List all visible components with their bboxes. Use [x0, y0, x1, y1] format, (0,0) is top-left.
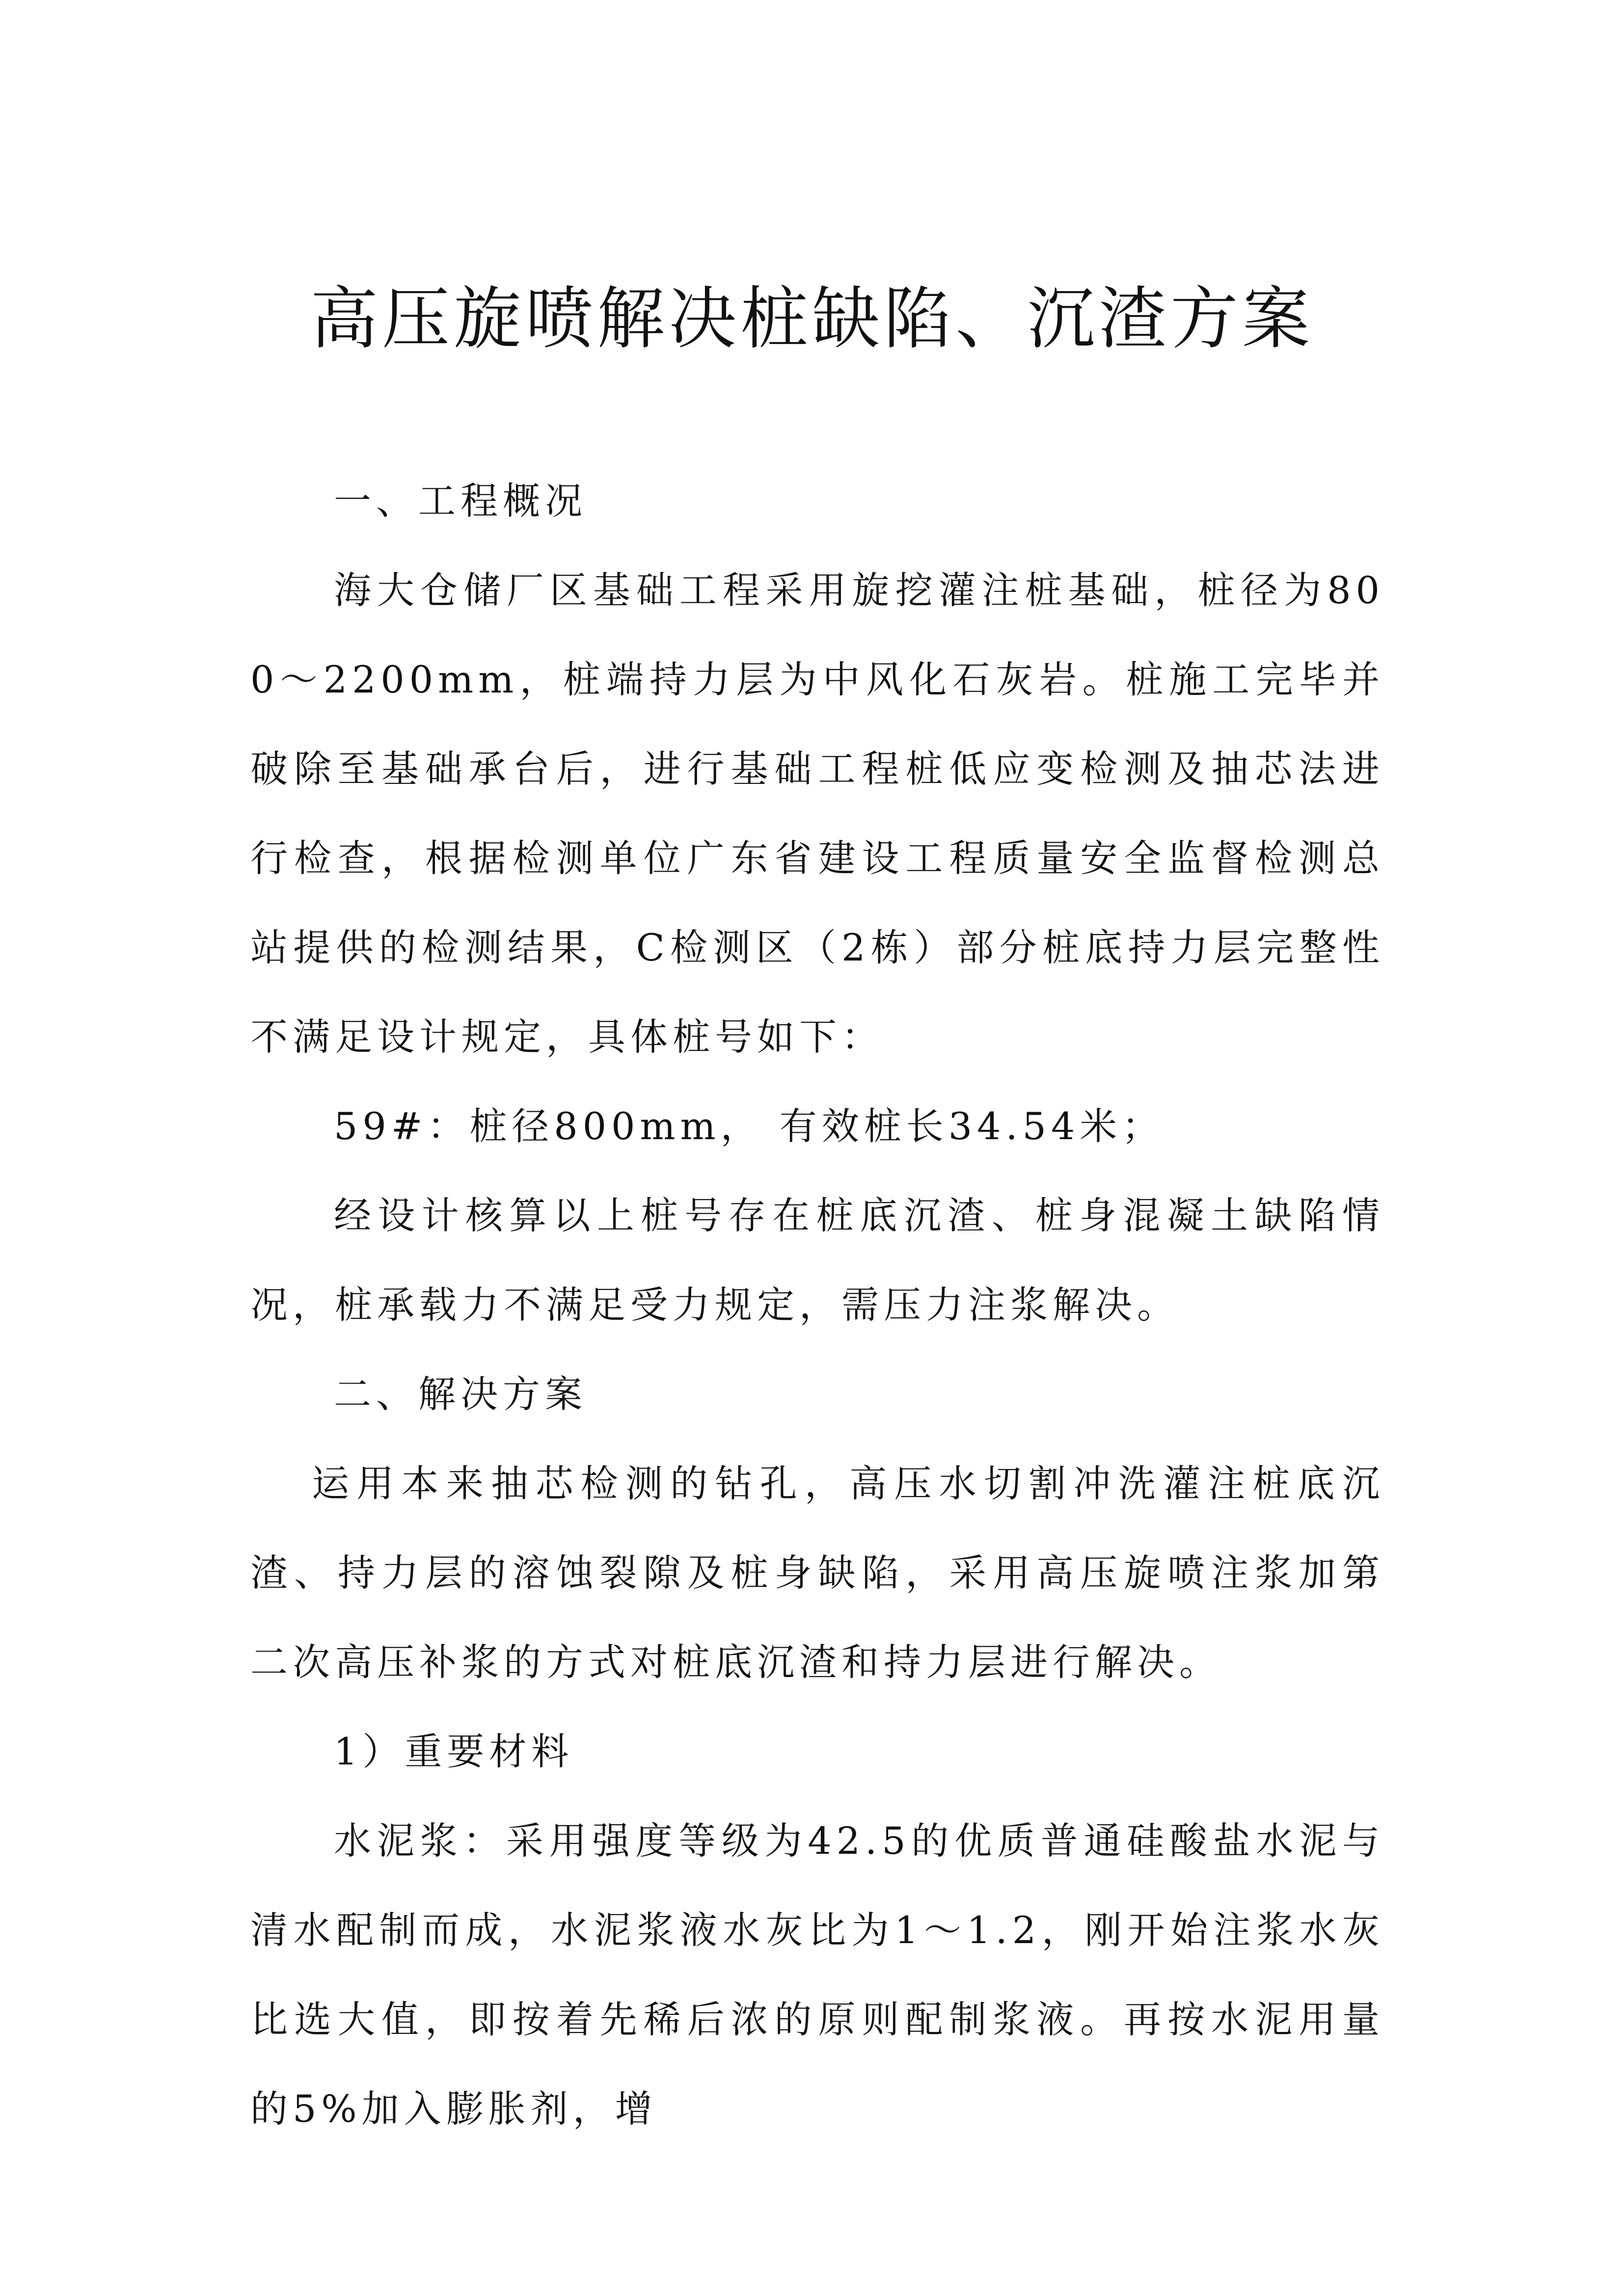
paragraph-design-check: 经设计核算以上桩号存在桩底沉渣、桩身混凝土缺陷情况，桩承载力不满足受力规定，需压力注浆解决。: [250, 1194, 1384, 1327]
document-body: [250, 456, 1384, 2154]
document-title: 高压旋喷解决桩缺陷、沉渣方案: [310, 279, 1314, 358]
paragraph-solution: 运用本来抽芯检测的钻孔，高压水切割冲洗灌注桩底沉渣、持力层的溶蚀裂隙及桩身缺陷，采用高压旋喷注浆加第二次高压补浆的方式对桩底沉渣和持力层进行解决。: [250, 1462, 1384, 1684]
paragraph-cement-slurry: 水泥浆：采用强度等级为42.5的优质普通硅酸盐水泥与清水配制而成，水泥浆液水灰比为1～1.2，刚开始注浆水灰比选大值，即按着先稀后浓的原则配制浆液。再按水泥用量的5%加入膨胀剂，增: [250, 1819, 1384, 2131]
paragraph-pile-number: 59#：桩径800mm， 有效桩长34.54米；: [334, 1104, 1164, 1148]
paragraph-overview: 海大仓储厂区基础工程采用旋挖灌注桩基础，桩径为800～2200mm，桩端持力层为中风化石灰岩。桩施工完毕并破除至基础承台后，进行基础工程桩低应变检测及抽芯法进行检查，根据检测单位广东省建设工程质量安全监督检测总站提供的检测结果，C检测区（2栋）部分桩底持力层完整性不满足设计规定，具体桩号如下：: [250, 568, 1384, 1059]
section-heading-solution: 二、解决方案: [334, 1372, 587, 1416]
subheading-materials: 1）重要材料: [334, 1730, 574, 1773]
section-heading-overview: 一、工程概况: [334, 479, 587, 523]
